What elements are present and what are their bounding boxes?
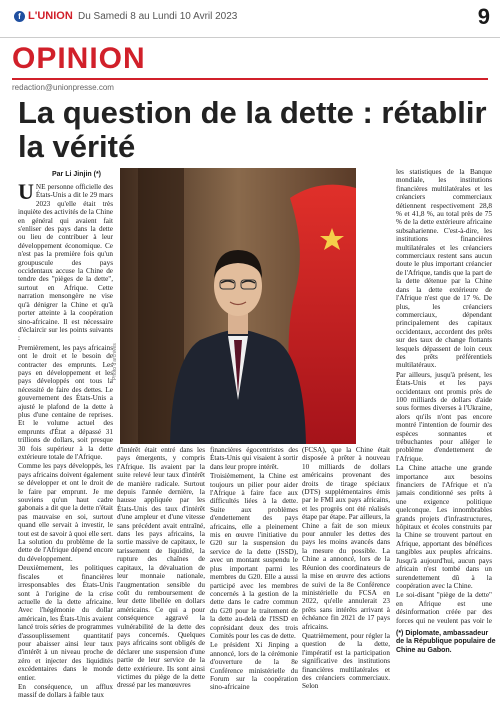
column-3 bbox=[210, 446, 298, 702]
column-1 bbox=[18, 183, 113, 703]
paragraph: Le soi-disant "piège de la dette" en Afrique est une désinformation créée par des forces qui ne veulent pas voir le bbox=[396, 591, 492, 625]
column-4 bbox=[302, 446, 390, 702]
paragraph: d'intérêt était entré dans les pays émergents, y compris l'Afrique. Ils avaient par la suite relevé leur taux d'intérêt de manière radicale. Surtout depuis l'année dernière, la hausse appliquée par les États-Unis des taux d'intérêt d'une ampleur et d'une vitesse sans précédent avait entraîné, dans les pays africains, la sortie massive de capitaux, le tarissement de liquidité, la rupture des chaînes de capitaux, la dévaluation de leur monnaie nationale, l'augmentation sensible du coût du remboursement de leur dette libellée en dollars américains. Ce qui a pour conséquence aggravé la vulnérabilité de la dette des pays concernés. Quelques pays africains sont obligés de déclarer une suspension d'une partie de leur service de la dette extérieure. Ils sont ainsi victimes du piège de la dette dressé par les manœuvres bbox=[117, 446, 205, 690]
paragraph-text: NE personne officielle des États-Unis a dit le 29 mars 2023 qu'elle était très inquiète des activités de la Chine en général qui avaient fait s'enliser des pays dans la dette ou lieu de contribuer à leur développement économique. Ce n'est pas la première fois qu'un groupuscule des pays occidentaux accuse la Chine de tendre des "pièges de la dette", surtout en Afrique. Cette narration mensongère ne vise qu'à dénigrer la Chine et qu'à porter atteinte à la coopération sino-africaine. Il est nécessaire d'éclaircir sur les points suivants : bbox=[18, 183, 113, 343]
author-footnote: (*) Diplomate, ambassadeur de la République populaire de Chine au Gabon. bbox=[396, 630, 496, 654]
page-number: 9 bbox=[477, 4, 490, 29]
section-label: OPINION bbox=[12, 42, 146, 75]
paragraph: Troisièmement, la Chine est toujours un pilier pour aider l'Afrique à faire face aux difficultés liées à la dette. Suite aux problèmes d'endettement des pays africains, elle a pleinement mis en œuvre l'initiative du G20 sur la suspension du service de la dette (ISSD), avec un montant suspendu le plus important parmi les membres du G20. Elle a aussi participé avec les membres concernés à la gestion de la dette dans le cadre commun du G20 pour le traitement de la dette au-delà de l'ISSD en coprésidant deux des trois Comités pour les cas de dette. bbox=[210, 472, 298, 640]
paragraph: La Chine attache une grande importance aux besoins financiers de l'Afrique et n'a jamais conditionné ses prêts à une exigence politique quelconque. Les innombrables grands projets d'infrastructures, hôpitaux et écoles construits par la Chine se trouvent partout en Afrique, apportant des bénéfices tangibles aux peuples africains. Jusqu'à aujourd'hui, aucun pays africain n'est tombé dans un surendettement dû à la coopération avec la Chine. bbox=[396, 464, 492, 590]
issue-date: Du Samedi 8 au Lundi 10 Avril 2023 bbox=[78, 11, 238, 22]
byline: Par Li Jinjin (*) bbox=[52, 171, 102, 178]
paragraph: Par ailleurs, jusqu'à présent, les États-Unis et les pays occidentaux ont promis près de 100 milliards de dollars d'aide sous formes diverses à l'Ukraine, alors qu'ils n'ont pas encore montré l'intention de fournir des espèces sonnantes et trébuchantes pour alléger le problème d'endettement de l'Afrique. bbox=[396, 370, 492, 463]
logo-f-icon: f bbox=[14, 11, 25, 22]
portrait-image bbox=[120, 168, 356, 444]
paragraph: (FCSA), que la Chine était disposée à prêter à nouveau 10 milliards de dollars américains provenant des droits de tirage spéciaux (DTS) supplémentaires émis par le FMI aux pays africains, et les progrès ont été réalisés étape par étape. Par ailleurs, la Chine a fait de son mieux pour annuler les dettes des pays les moins avancés dans la mesure du possible. La Chine a annoncé, lors de la Réunion des coordinateurs de la mise en œuvre des actions de suivi de la 8e Conférence ministérielle du FCSA en 2022, qu'elle annulerait 23 prêts sans intérêts arrivant à échéance fin 2021 de 17 pays africains. bbox=[302, 446, 390, 631]
paragraph bbox=[18, 183, 113, 343]
paragraph: Premièrement, les pays africains ont le droit et le besoin de contracter des emprunts. Les pays en développement et les pays développés ont tous la nécessité de faire des dettes. Le gouvernement des États-Unis a ajusté le plafond de la dette à plus d'une centaine de reprises. Et le volume actuel des emprunts d'État a dépassé 31 trillions de dollars, soit presque 30 fois supérieur à la dette extérieure totale de l'Afrique. bbox=[18, 343, 113, 461]
paragraph: En conséquence, un afflux massif de dollars à faible taux bbox=[18, 682, 113, 700]
masthead bbox=[0, 0, 500, 38]
redaction-email[interactable]: redaction@unionpresse.com bbox=[12, 83, 114, 92]
headline: La question de la dette : rétablir la vérité bbox=[18, 95, 487, 164]
paragraph: les statistiques de la Banque mondiale, les institutions financières multilatérales et les créanciers commerciaux détiennent respectivement 28,8 % et 41,8 %, au total près de 75 % de la dette extérieure africaine subsaharienne. C'est-à-dire, les institutions financières multilatérales et les créanciers commerciaux restent sans aucun doute le plus important créancier de l'Afrique, tandis que la part de la dette détenue par la Chine dans la dette extérieure de l'Afrique n'est que de 17 %. De plus, les créanciers commerciaux, dépendant principalement des capitaux occidentaux, accordent des prêts sur des taux de change flottants lesquels dépassent de loin ceux des prêts préférentiels multilatéraux. bbox=[396, 168, 492, 370]
logo-name: L'UNION bbox=[28, 10, 73, 22]
column-5 bbox=[396, 168, 492, 626]
paragraph: Deuxièmement, les politiques fiscales et financières irresponsables des États-Unis sont à l'origine de la crise actuelle de la dette africaine. Avec l'hégémonie du dollar américain, les États-Unis avaient lancé trois séries de programmes d'assouplissement quantitatif pour abaisser ainsi leur taux d'intérêt à un niveau proche de zéro et injecter des liquidités excédentaires dans le monde entier. bbox=[18, 564, 113, 682]
newspaper-logo[interactable] bbox=[14, 10, 73, 22]
paragraph: Le président Xi Jinping a annoncé, lors de la cérémonie d'ouverture de la 8e Conférence ministérielle du Forum sur la coopération sino-africaine bbox=[210, 641, 298, 692]
paragraph: Comme les pays développés, les pays africains doivent également se développer et ont le droit de le faire par emprunt. Je me souviens qu'un haut cadre gabonais a dit que la dette n'était pas mauvaise en soi, surtout quand elle servait à investir, le tout est de savoir à quoi elle sert. La solution du problème de la dette de l'Afrique dépend encore du développement. bbox=[18, 462, 113, 563]
drop-cap: U bbox=[18, 183, 34, 204]
ambassador-photo bbox=[120, 168, 356, 444]
paragraph: financières égocentristes des États-Unis qui visaient à sortir dans leur propre intérêt. bbox=[210, 446, 298, 471]
photo-credit: Photo d'archives bbox=[112, 343, 118, 380]
paragraph: Quatrièmement, pour régler la question de la dette, l'impératif est la participation significative des institutions financières multilatérales et des créanciers commerciaux. Selon bbox=[302, 631, 390, 691]
section-rule bbox=[12, 78, 488, 80]
column-2 bbox=[117, 446, 205, 702]
